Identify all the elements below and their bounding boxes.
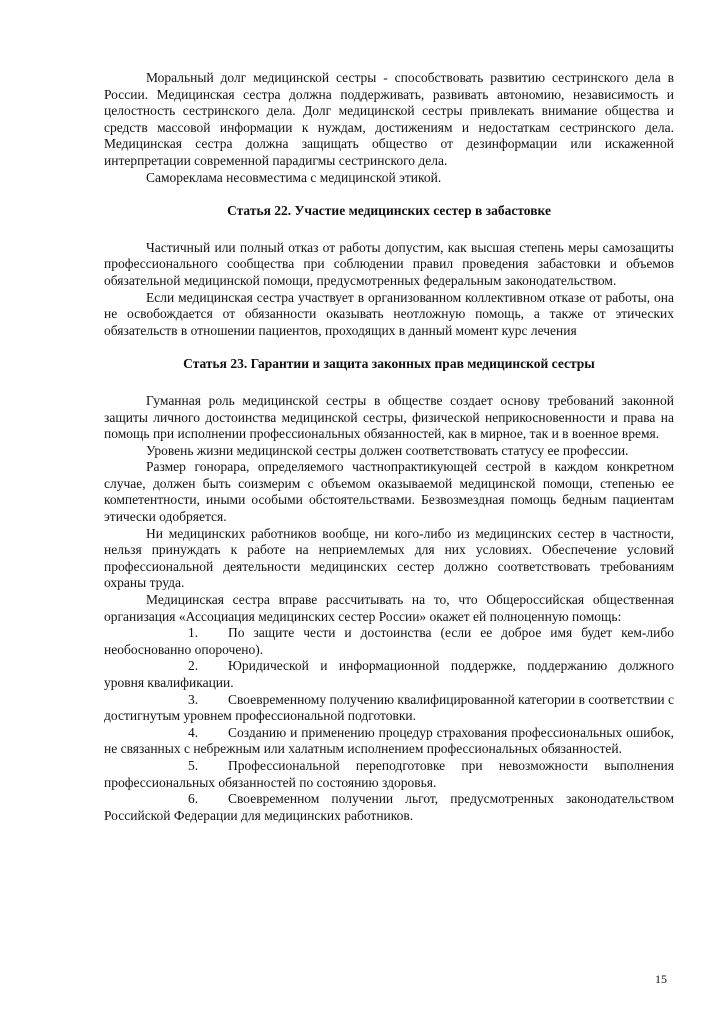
list-item-text: Юридической и информационной поддержке, поддержанию должного уровня квалификации. [104,658,674,690]
list-item-number: 6. [188,791,199,807]
paragraph: Размер гонорара, определяемого частнопрактикующей сестрой в каждом конкретном случае, должен быть соизмерим с объемом оказываемой медицинской помощи, степенью ее компетентности, иными особыми обстоятельствами. Безвозмездная помощь бедным пациентам этически одобряется. [104,459,674,525]
document-page [104,70,674,824]
page-number: 15 [655,972,667,986]
paragraph: Уровень жизни медицинской сестры должен соответствовать статусу ее профессии. [146,442,629,458]
list-item [104,658,674,691]
list-item-text: Профессиональной переподготовке при невозможности выполнения профессиональных обязанностей по состоянию здоровья. [104,757,674,790]
paragraph: Медицинская сестра вправе рассчитывать на то, что Общероссийская общественная организация «Ассоциация медицинских сестер России» окажет ей полноценную помощь: [104,592,674,624]
list-item-text: По защите чести и достоинства (если ее доброе имя будет кем-либо необоснованно опорочено). [104,625,674,657]
article-22-heading: Статья 22. Участие медицинских сестер в забастовке [227,203,551,219]
list-item [104,791,674,824]
list-item-text: Своевременном получении льгот, предусмотренных законодательством Российской Федерации для медицинских работников. [104,791,674,823]
paragraph: Частичный или полный отказ от работы допустим, как высшая степень меры самозащиты профессионального сообщества при соблюдении правил проведения забастовки и объемов обязательной медицинской помощи, предусмотренных федеральным законодательством. [104,239,674,288]
list-item-text: Созданию и применению процедур страхования профессиональных ошибок, не связанных с небрежным или халатным исполнением профессиональных обязанностей. [104,724,674,757]
paragraph: Самореклама несовместима с медицинской этикой. [146,169,442,185]
list-item-number: 4. [188,724,199,740]
paragraph: Моральный долг медицинской сестры - способствовать развитию сестринского дела в России. Медицинская сестра должна поддерживать, развивать автономию, независимость и целостность сестринского дела. Долг медицинской сестры привлекать внимание общества и средств массовой информации к нуждам, достижениям и недостаткам сестринского дела. Медицинская сестра должна защищать общество от дезинформации или искаженной интерпретации современной парадигмы сестринского дела. [104,70,674,168]
list-item-number: 3. [188,691,199,707]
list-item [104,692,674,725]
article-23-heading: Статья 23. Гарантии и защита законных прав медицинской сестры [183,356,595,372]
list-item-number: 5. [188,757,199,773]
paragraph: Гуманная роль медицинской сестры в обществе создает основу требований законной защиты личного достоинства медицинской сестры, физической неприкосновенности и права на помощь при исполнении профессиональных обязанностей, как в мирное, так и в военное время. [104,392,674,442]
list-item-number: 1. [188,625,199,641]
paragraph: Ни медицинских работников вообще, ни кого-либо из медицинских сестер в частности, нельзя принуждать к работе на неприемлемых для них условиях. Обеспечение условий профессиональной деятельности медицинских сестер должно соответствовать требованиям охраны труда. [104,525,674,591]
list-item [104,725,674,758]
list-item [104,625,674,658]
paragraph: Если медицинская сестра участвует в организованном коллективном отказе от работы, она не освобождается от обязанности оказывать неотложную помощь, а также от этических обязательств в отношении пациентов, проходящих в данный момент курс лечения [104,289,674,338]
list-item-number: 2. [188,658,199,674]
list-item [104,758,674,791]
list-item-text: Своевременному получению квалифицированной категории в соответствии с достигнутым уровнем профессиональной подготовки. [104,691,674,724]
